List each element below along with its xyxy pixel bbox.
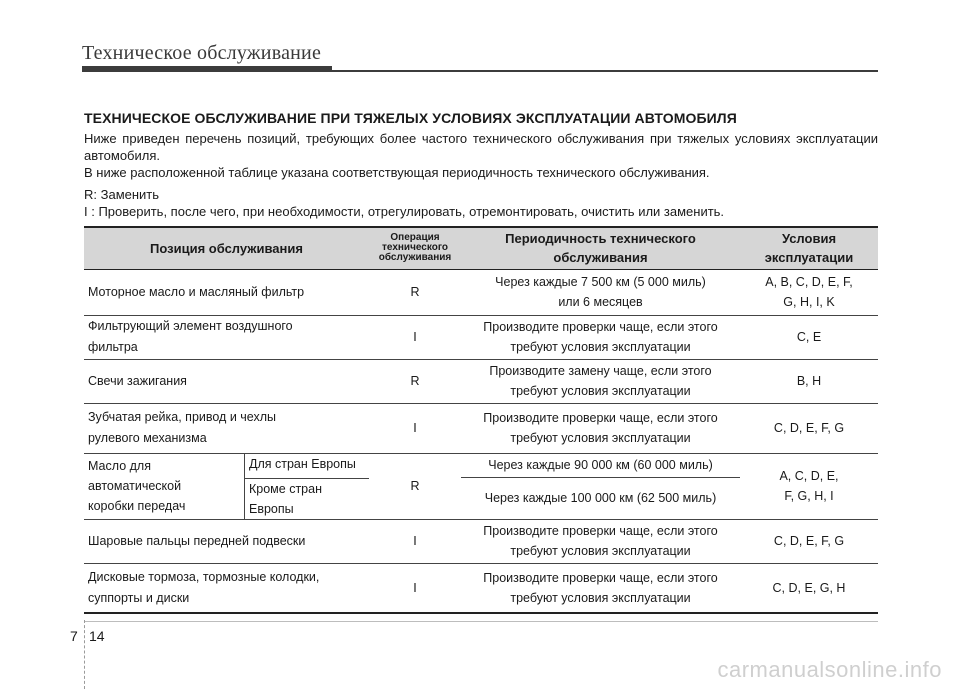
row-period: Производите замену чаще, если этого требуют условия эксплуатации: [461, 359, 740, 403]
sub-item-non-europe: Кроме стран Европы: [249, 481, 322, 516]
section-heading: ТЕХНИЧЕСКОЕ ОБСЛУЖИВАНИЕ ПРИ ТЯЖЕЛЫХ УСЛОВИЯХ ЭКСПЛУАТАЦИИ АВТОМОБИЛЯ: [84, 110, 737, 126]
row-item: Зубчатая рейка, привод и чехлы рулевого механизма: [84, 403, 369, 453]
maintenance-table: [84, 226, 878, 614]
row-item: Свечи зажигания: [84, 359, 369, 403]
legend-replace: R: Заменить: [84, 187, 160, 202]
footer-section-number: 7: [70, 628, 78, 644]
section-intro: [84, 110, 878, 220]
row-operation: R: [369, 453, 461, 519]
row-period-europe: Через каждые 90 000 км (60 000 миль): [461, 453, 740, 478]
row-operation: I: [369, 315, 461, 359]
row-operation: R: [369, 359, 461, 403]
table-row: [84, 563, 878, 613]
row-conditions: A, C, D, E, F, G, H, I: [740, 453, 878, 519]
table-row: [84, 519, 878, 563]
table-row: [84, 315, 878, 359]
row-period: Производите проверки чаще, если этого требуют условия эксплуатации: [461, 563, 740, 613]
row-conditions: C, E: [740, 315, 878, 359]
row-operation: I: [369, 563, 461, 613]
row-conditions: C, D, E, G, H: [740, 563, 878, 613]
header-operation: Операция технического обслуживания: [369, 227, 461, 269]
header-conditions: Условия эксплуатации: [740, 227, 878, 269]
table-row: [84, 453, 878, 478]
row-operation: R: [369, 269, 461, 315]
header-rule-thick: [82, 66, 332, 72]
header-rule-thin: [332, 70, 878, 72]
row-period: Производите проверки чаще, если этого требуют условия эксплуатации: [461, 403, 740, 453]
row-conditions: A, B, C, D, E, F, G, H, I, K: [740, 269, 878, 315]
sub-item-europe: Для стран Европы: [245, 454, 369, 479]
row-item: Шаровые пальцы передней подвески: [84, 519, 369, 563]
row-period-non-europe: Через каждые 100 000 км (62 500 миль): [484, 491, 717, 506]
row-item: Фильтрующий элемент воздушного фильтра: [84, 315, 369, 359]
header-item: Позиция обслуживания: [84, 227, 369, 269]
table-header-row: [84, 227, 878, 269]
row-conditions: C, D, E, F, G: [740, 403, 878, 453]
row-item-split: Масло для автоматической коробки передач Для стран Европы Кроме стран Европы: [84, 453, 369, 519]
header-period: Периодичность технического обслуживания: [461, 227, 740, 269]
table-row: [84, 403, 878, 453]
row-period: Производите проверки чаще, если этого требуют условия эксплуатации: [461, 519, 740, 563]
row-operation: I: [369, 403, 461, 453]
row-period: Производите проверки чаще, если этого требуют условия эксплуатации: [461, 315, 740, 359]
intro-paragraph-2: В ниже расположенной таблице указана соответствующая периодичность технического обслуживания.: [84, 165, 710, 180]
footer-page-divider: [84, 620, 85, 689]
row-item: Моторное масло и масляный фильтр: [84, 269, 369, 315]
intro-paragraph-1: Ниже приведен перечень позиций, требующих более частого технического обслуживания при тяжелых условиях эксплуатации автомобиля.: [84, 131, 878, 163]
row-item: Дисковые тормоза, тормозные колодки, суппорты и диски: [84, 563, 369, 613]
footer-page-number: 14: [89, 628, 105, 644]
row-operation: I: [369, 519, 461, 563]
legend-inspect: I : Проверить, после чего, при необходимости, отрегулировать, отремонтировать, очистить или заменить.: [84, 204, 725, 219]
row-conditions: C, D, E, F, G: [740, 519, 878, 563]
page-header-title: Техническое обслуживание: [82, 42, 322, 64]
row-conditions: B, H: [740, 359, 878, 403]
watermark: carmanualsonline.info: [717, 657, 942, 682]
table-row: [84, 269, 878, 315]
table-row: [84, 359, 878, 403]
row-period: Через каждые 7 500 км (5 000 миль) или 6 месяцев: [461, 269, 740, 315]
footer-rule: [84, 621, 878, 622]
